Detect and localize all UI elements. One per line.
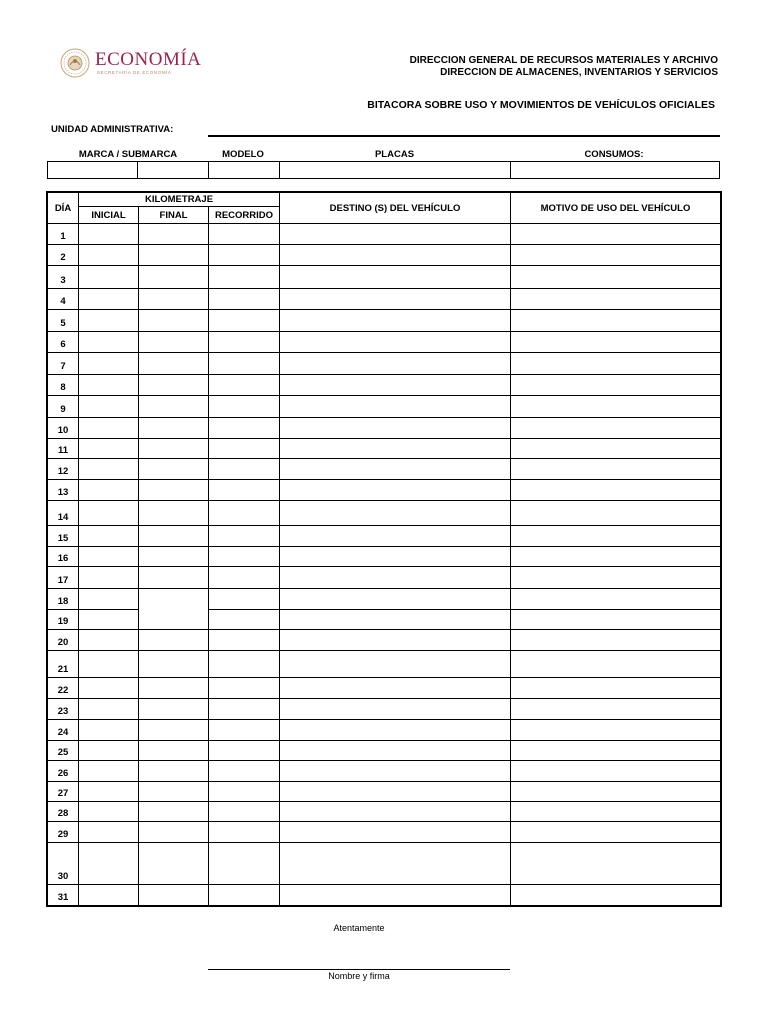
day-number: 3 bbox=[48, 266, 79, 289]
inicial-cell[interactable] bbox=[79, 526, 139, 547]
destino-cell[interactable] bbox=[280, 375, 511, 396]
inicial-cell[interactable] bbox=[79, 651, 139, 678]
inicial-cell[interactable] bbox=[79, 459, 139, 480]
motivo-cell[interactable] bbox=[511, 353, 721, 375]
table-row bbox=[48, 720, 721, 741]
final-cell[interactable] bbox=[139, 353, 209, 375]
signature-line[interactable] bbox=[208, 969, 510, 970]
motivo-cell[interactable] bbox=[511, 802, 721, 822]
final-cell[interactable] bbox=[139, 310, 209, 332]
vehicle-info-box bbox=[47, 161, 720, 179]
recorrido-cell[interactable] bbox=[209, 761, 280, 782]
final-cell[interactable] bbox=[139, 266, 209, 289]
economia-logo bbox=[60, 46, 201, 80]
table-row bbox=[48, 699, 721, 720]
destino-cell[interactable] bbox=[280, 741, 511, 761]
inicial-cell[interactable] bbox=[79, 741, 139, 761]
motivo-cell[interactable] bbox=[511, 610, 721, 630]
table-row bbox=[48, 822, 721, 843]
day-number: 30 bbox=[48, 843, 79, 885]
destino-cell[interactable] bbox=[280, 699, 511, 720]
destino-cell[interactable] bbox=[280, 245, 511, 266]
inicial-cell[interactable] bbox=[79, 480, 139, 501]
table-row bbox=[48, 353, 721, 375]
final-header: FINAL bbox=[139, 207, 209, 224]
table-row bbox=[48, 526, 721, 547]
day-number: 1 bbox=[48, 224, 79, 245]
inicial-cell[interactable] bbox=[79, 245, 139, 266]
recorrido-cell[interactable] bbox=[209, 678, 280, 699]
inicial-cell[interactable] bbox=[79, 885, 139, 906]
motivo-cell[interactable] bbox=[511, 720, 721, 741]
final-cell[interactable] bbox=[139, 678, 209, 699]
motivo-cell[interactable] bbox=[511, 224, 721, 245]
motivo-cell[interactable] bbox=[511, 567, 721, 589]
motivo-cell[interactable] bbox=[511, 885, 721, 906]
recorrido-cell[interactable] bbox=[209, 526, 280, 547]
recorrido-cell[interactable] bbox=[209, 589, 280, 610]
motivo-cell[interactable] bbox=[511, 396, 721, 418]
recorrido-cell[interactable] bbox=[209, 630, 280, 651]
inicial-cell[interactable] bbox=[79, 630, 139, 651]
recorrido-cell[interactable] bbox=[209, 459, 280, 480]
destino-cell[interactable] bbox=[280, 459, 511, 480]
day-number: 16 bbox=[48, 547, 79, 567]
destino-cell[interactable] bbox=[280, 310, 511, 332]
table-row bbox=[48, 459, 721, 480]
motivo-cell[interactable] bbox=[511, 589, 721, 610]
destino-cell[interactable] bbox=[280, 843, 511, 885]
inicial-cell[interactable] bbox=[79, 289, 139, 310]
day-number: 5 bbox=[48, 310, 79, 332]
destino-cell[interactable] bbox=[280, 332, 511, 353]
table-row bbox=[48, 418, 721, 439]
final-cell[interactable] bbox=[139, 459, 209, 480]
destino-cell[interactable] bbox=[280, 822, 511, 843]
final-cell[interactable] bbox=[139, 501, 209, 526]
day-number: 4 bbox=[48, 289, 79, 310]
inicial-cell[interactable] bbox=[79, 396, 139, 418]
final-cell[interactable] bbox=[139, 651, 209, 678]
placas-label: PLACAS bbox=[374, 149, 415, 160]
table-row bbox=[48, 802, 721, 822]
motivo-cell[interactable] bbox=[511, 459, 721, 480]
inicial-cell[interactable] bbox=[79, 375, 139, 396]
destino-cell[interactable] bbox=[280, 589, 511, 610]
final-cell[interactable] bbox=[139, 332, 209, 353]
inicial-cell[interactable] bbox=[79, 547, 139, 567]
recorrido-cell[interactable] bbox=[209, 310, 280, 332]
day-number: 13 bbox=[48, 480, 79, 501]
table-row bbox=[48, 224, 721, 245]
inicial-cell[interactable] bbox=[79, 332, 139, 353]
inicial-cell[interactable] bbox=[79, 699, 139, 720]
motivo-cell[interactable] bbox=[511, 501, 721, 526]
recorrido-cell[interactable] bbox=[209, 822, 280, 843]
day-number: 12 bbox=[48, 459, 79, 480]
day-number: 20 bbox=[48, 630, 79, 651]
table-row bbox=[48, 375, 721, 396]
day-number: 8 bbox=[48, 375, 79, 396]
table-row bbox=[48, 651, 721, 678]
destino-cell[interactable] bbox=[280, 547, 511, 567]
final-cell[interactable] bbox=[139, 630, 209, 651]
recorrido-cell[interactable] bbox=[209, 245, 280, 266]
final-cell[interactable] bbox=[139, 396, 209, 418]
inicial-cell[interactable] bbox=[79, 782, 139, 802]
recorrido-cell[interactable] bbox=[209, 375, 280, 396]
dia-header: DÍA bbox=[48, 193, 79, 224]
final-cell[interactable] bbox=[139, 720, 209, 741]
recorrido-cell[interactable] bbox=[209, 224, 280, 245]
day-number: 19 bbox=[48, 610, 79, 630]
table-row bbox=[48, 310, 721, 332]
unidad-administrativa-field[interactable] bbox=[208, 135, 720, 137]
recorrido-cell[interactable] bbox=[209, 567, 280, 589]
day-number: 10 bbox=[48, 418, 79, 439]
destino-cell[interactable] bbox=[280, 630, 511, 651]
destino-cell[interactable] bbox=[280, 782, 511, 802]
final-cell[interactable] bbox=[139, 567, 209, 589]
destino-cell[interactable] bbox=[280, 266, 511, 289]
table-row bbox=[48, 332, 721, 353]
destino-cell[interactable] bbox=[280, 224, 511, 245]
day-number: 23 bbox=[48, 699, 79, 720]
final-cell[interactable] bbox=[139, 245, 209, 266]
destino-cell[interactable] bbox=[280, 567, 511, 589]
day-number: 21 bbox=[48, 651, 79, 678]
seal-icon bbox=[60, 48, 90, 78]
final-cell[interactable] bbox=[139, 547, 209, 567]
motivo-cell[interactable] bbox=[511, 245, 721, 266]
inicial-cell[interactable] bbox=[79, 266, 139, 289]
day-number: 22 bbox=[48, 678, 79, 699]
inicial-cell[interactable] bbox=[79, 720, 139, 741]
final-cell[interactable] bbox=[139, 802, 209, 822]
destino-cell[interactable] bbox=[280, 418, 511, 439]
recorrido-cell[interactable] bbox=[209, 720, 280, 741]
inicial-cell[interactable] bbox=[79, 761, 139, 782]
recorrido-cell[interactable] bbox=[209, 885, 280, 906]
motivo-cell[interactable] bbox=[511, 678, 721, 699]
table-row bbox=[48, 501, 721, 526]
destino-cell[interactable] bbox=[280, 353, 511, 375]
table-row bbox=[48, 843, 721, 885]
final-cell[interactable] bbox=[139, 418, 209, 439]
motivo-cell[interactable] bbox=[511, 699, 721, 720]
table-row bbox=[48, 480, 721, 501]
motivo-cell[interactable] bbox=[511, 332, 721, 353]
day-number: 17 bbox=[48, 567, 79, 589]
vehicle-divider bbox=[279, 161, 280, 179]
motivo-cell[interactable] bbox=[511, 761, 721, 782]
inicial-cell[interactable] bbox=[79, 843, 139, 885]
table-row bbox=[48, 547, 721, 567]
inicial-cell[interactable] bbox=[79, 678, 139, 699]
inicial-cell[interactable] bbox=[79, 567, 139, 589]
day-number: 9 bbox=[48, 396, 79, 418]
table-row bbox=[48, 589, 721, 610]
day-number: 7 bbox=[48, 353, 79, 375]
recorrido-cell[interactable] bbox=[209, 501, 280, 526]
table-row bbox=[48, 439, 721, 459]
motivo-cell[interactable] bbox=[511, 289, 721, 310]
destino-cell[interactable] bbox=[280, 761, 511, 782]
day-number: 27 bbox=[48, 782, 79, 802]
modelo-label: MODELO bbox=[222, 149, 264, 160]
destino-cell[interactable] bbox=[280, 720, 511, 741]
final-cell[interactable] bbox=[139, 289, 209, 310]
motivo-cell[interactable] bbox=[511, 480, 721, 501]
destino-cell[interactable] bbox=[280, 651, 511, 678]
kilometraje-header: KILOMETRAJE bbox=[79, 193, 280, 207]
recorrido-cell[interactable] bbox=[209, 843, 280, 885]
table-row bbox=[48, 396, 721, 418]
recorrido-header: RECORRIDO bbox=[209, 207, 280, 224]
day-number: 24 bbox=[48, 720, 79, 741]
final-cell[interactable] bbox=[139, 589, 209, 630]
motivo-cell[interactable] bbox=[511, 843, 721, 885]
header-line-2: DIRECCION DE ALMACENES, INVENTARIOS Y SERVICIOS bbox=[440, 67, 718, 78]
final-cell[interactable] bbox=[139, 224, 209, 245]
day-number: 26 bbox=[48, 761, 79, 782]
consumos-label: CONSUMOS: bbox=[584, 149, 644, 160]
inicial-cell[interactable] bbox=[79, 353, 139, 375]
recorrido-cell[interactable] bbox=[209, 418, 280, 439]
table-row bbox=[48, 289, 721, 310]
recorrido-cell[interactable] bbox=[209, 610, 280, 630]
inicial-cell[interactable] bbox=[79, 310, 139, 332]
table-row bbox=[48, 761, 721, 782]
inicial-cell[interactable] bbox=[79, 802, 139, 822]
vehicle-divider bbox=[208, 161, 209, 179]
recorrido-cell[interactable] bbox=[209, 353, 280, 375]
destino-cell[interactable] bbox=[280, 396, 511, 418]
recorrido-cell[interactable] bbox=[209, 782, 280, 802]
final-cell[interactable] bbox=[139, 439, 209, 459]
motivo-cell[interactable] bbox=[511, 822, 721, 843]
day-number: 11 bbox=[48, 439, 79, 459]
motivo-header: MOTIVO DE USO DEL VEHÍCULO bbox=[511, 193, 721, 224]
recorrido-cell[interactable] bbox=[209, 332, 280, 353]
destino-cell[interactable] bbox=[280, 885, 511, 906]
destino-cell[interactable] bbox=[280, 678, 511, 699]
day-number: 31 bbox=[48, 885, 79, 906]
nombre-firma-label: Nombre y firma bbox=[328, 971, 390, 981]
table-row bbox=[48, 741, 721, 761]
marca-label: MARCA / SUBMARCA bbox=[78, 149, 178, 160]
unidad-administrativa-label: UNIDAD ADMINISTRATIVA: bbox=[51, 124, 174, 135]
log-table-body bbox=[48, 224, 721, 906]
destino-cell[interactable] bbox=[280, 526, 511, 547]
motivo-cell[interactable] bbox=[511, 547, 721, 567]
recorrido-cell[interactable] bbox=[209, 396, 280, 418]
table-row bbox=[48, 885, 721, 906]
final-cell[interactable] bbox=[139, 741, 209, 761]
table-row bbox=[48, 266, 721, 289]
inicial-cell[interactable] bbox=[79, 224, 139, 245]
inicial-cell[interactable] bbox=[79, 822, 139, 843]
final-cell[interactable] bbox=[139, 843, 209, 885]
inicial-cell[interactable] bbox=[79, 439, 139, 459]
destino-cell[interactable] bbox=[280, 289, 511, 310]
final-cell[interactable] bbox=[139, 885, 209, 906]
motivo-cell[interactable] bbox=[511, 630, 721, 651]
destino-cell[interactable] bbox=[280, 480, 511, 501]
header-line-1: DIRECCION GENERAL DE RECURSOS MATERIALES Y ARCHIVO bbox=[409, 55, 718, 66]
motivo-cell[interactable] bbox=[511, 439, 721, 459]
vehicle-divider bbox=[137, 161, 138, 179]
day-number: 29 bbox=[48, 822, 79, 843]
inicial-cell[interactable] bbox=[79, 418, 139, 439]
logo-wordmark: ECONOMÍA bbox=[95, 49, 202, 70]
recorrido-cell[interactable] bbox=[209, 439, 280, 459]
motivo-cell[interactable] bbox=[511, 266, 721, 289]
motivo-cell[interactable] bbox=[511, 741, 721, 761]
destino-cell[interactable] bbox=[280, 802, 511, 822]
final-cell[interactable] bbox=[139, 761, 209, 782]
destino-cell[interactable] bbox=[280, 439, 511, 459]
recorrido-cell[interactable] bbox=[209, 699, 280, 720]
table-row bbox=[48, 567, 721, 589]
atentamente-label: Atentamente bbox=[333, 923, 385, 933]
final-cell[interactable] bbox=[139, 699, 209, 720]
motivo-cell[interactable] bbox=[511, 782, 721, 802]
recorrido-cell[interactable] bbox=[209, 802, 280, 822]
destino-cell[interactable] bbox=[280, 501, 511, 526]
log-table bbox=[47, 192, 721, 906]
logo-subtitle: SECRETARÍA DE ECONOMÍA bbox=[97, 70, 172, 75]
table-row bbox=[48, 678, 721, 699]
final-cell[interactable] bbox=[139, 782, 209, 802]
day-number: 18 bbox=[48, 589, 79, 610]
inicial-cell[interactable] bbox=[79, 589, 139, 610]
final-cell[interactable] bbox=[139, 480, 209, 501]
destino-cell[interactable] bbox=[280, 610, 511, 630]
destino-header: DESTINO (S) DEL VEHÍCULO bbox=[280, 193, 511, 224]
day-number: 14 bbox=[48, 501, 79, 526]
table-row bbox=[48, 630, 721, 651]
day-number: 15 bbox=[48, 526, 79, 547]
final-cell[interactable] bbox=[139, 526, 209, 547]
final-cell[interactable] bbox=[139, 375, 209, 396]
recorrido-cell[interactable] bbox=[209, 741, 280, 761]
recorrido-cell[interactable] bbox=[209, 289, 280, 310]
motivo-cell[interactable] bbox=[511, 526, 721, 547]
motivo-cell[interactable] bbox=[511, 651, 721, 678]
day-number: 28 bbox=[48, 802, 79, 822]
inicial-cell[interactable] bbox=[79, 610, 139, 630]
day-number: 2 bbox=[48, 245, 79, 266]
motivo-cell[interactable] bbox=[511, 310, 721, 332]
document-title: BITACORA SOBRE USO Y MOVIMIENTOS DE VEHÍCULOS OFICIALES bbox=[367, 99, 715, 111]
inicial-header: INICIAL bbox=[79, 207, 139, 224]
table-row bbox=[48, 782, 721, 802]
recorrido-cell[interactable] bbox=[209, 266, 280, 289]
final-cell[interactable] bbox=[139, 822, 209, 843]
vehicle-divider bbox=[510, 161, 511, 179]
table-row bbox=[48, 245, 721, 266]
recorrido-cell[interactable] bbox=[209, 480, 280, 501]
recorrido-cell[interactable] bbox=[209, 547, 280, 567]
recorrido-cell[interactable] bbox=[209, 651, 280, 678]
day-number: 25 bbox=[48, 741, 79, 761]
motivo-cell[interactable] bbox=[511, 418, 721, 439]
day-number: 6 bbox=[48, 332, 79, 353]
inicial-cell[interactable] bbox=[79, 501, 139, 526]
motivo-cell[interactable] bbox=[511, 375, 721, 396]
